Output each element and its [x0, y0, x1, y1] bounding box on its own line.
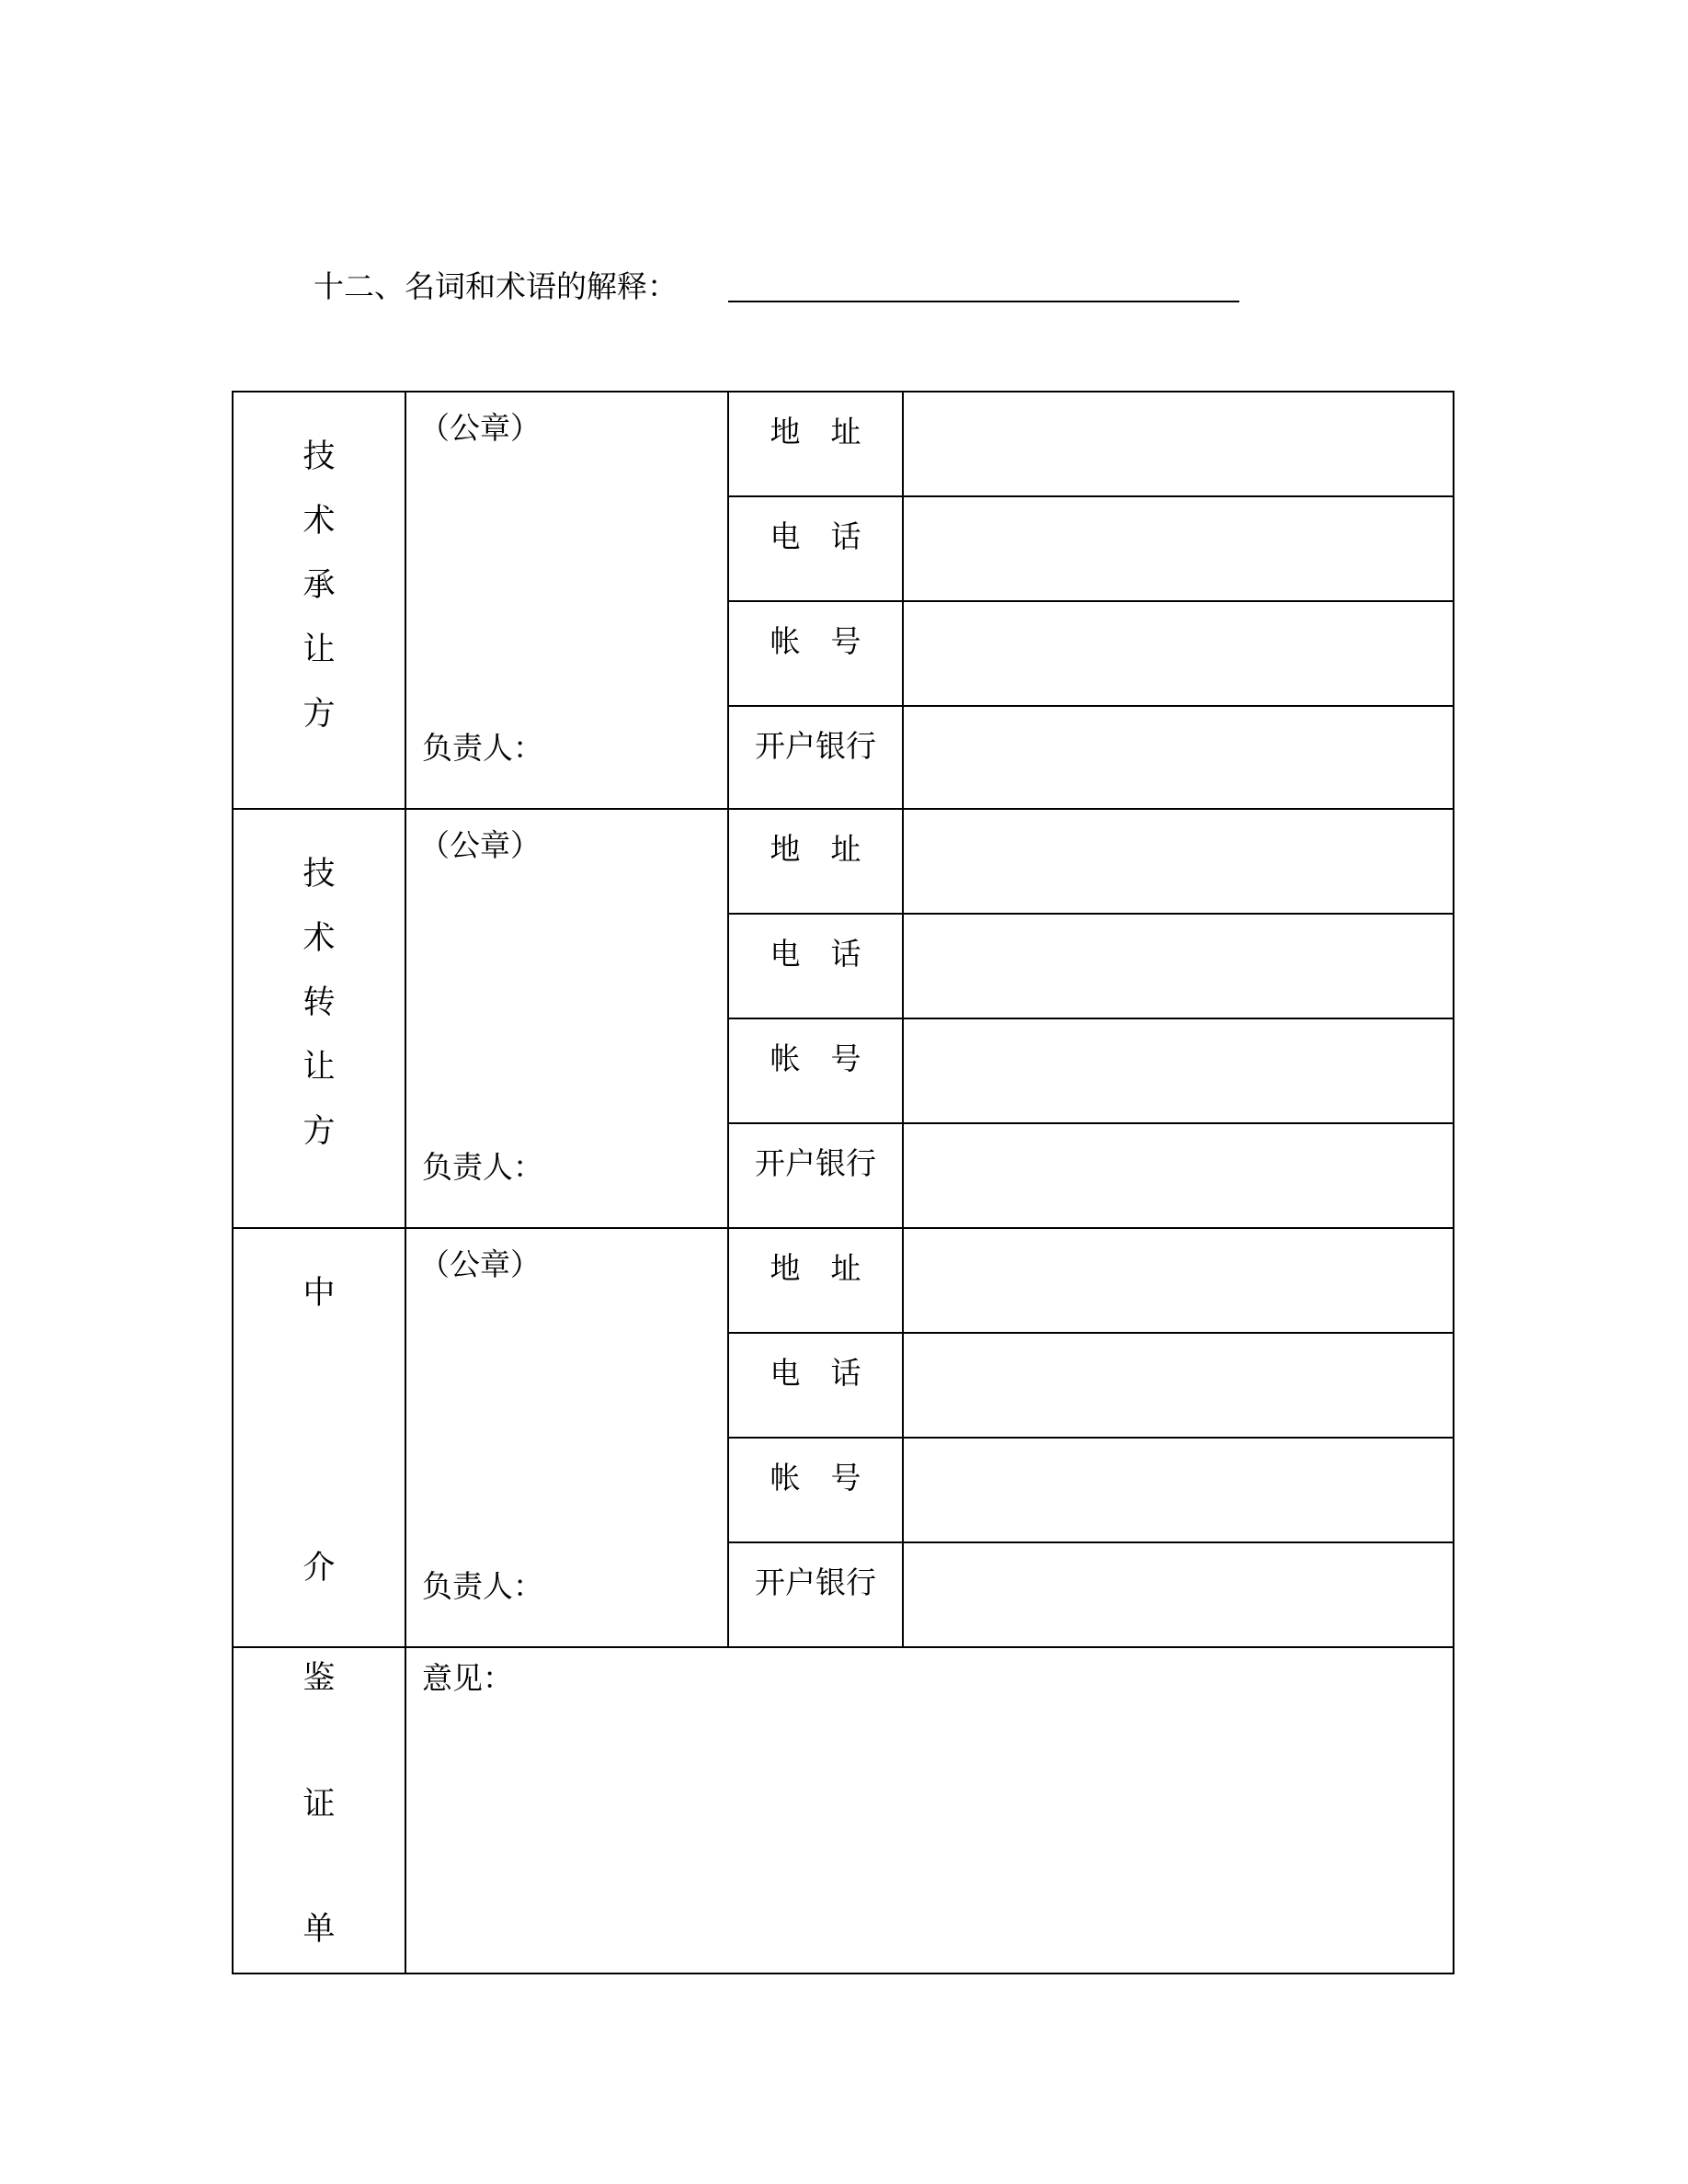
bank-field[interactable]: [902, 1122, 1454, 1229]
party-char: 鉴: [302, 1660, 336, 1697]
phone-field[interactable]: [902, 913, 1454, 1019]
phone-field[interactable]: [902, 1332, 1454, 1439]
account-field[interactable]: [902, 1437, 1454, 1543]
transferee-block: [232, 391, 1454, 810]
party-char: 介: [302, 1550, 336, 1587]
party-name-intermediary: [232, 1227, 406, 1648]
account-label: 帐 号: [727, 600, 904, 707]
phone-label: 电 话: [727, 495, 904, 602]
address-field[interactable]: [902, 1227, 1454, 1334]
signature-table: [232, 391, 1454, 1974]
seal-label: （公章）: [419, 1246, 541, 1282]
account-label: 帐 号: [727, 1437, 904, 1543]
party-char: 证: [302, 1785, 336, 1823]
address-label: 地 址: [727, 808, 904, 915]
seal-label: （公章）: [419, 410, 541, 446]
transferor-block: [232, 810, 1454, 1229]
party-char: 中: [302, 1275, 336, 1312]
bank-label: 开户银行: [727, 1541, 904, 1648]
party-char: 让: [302, 631, 336, 668]
party-char: 方: [302, 1113, 336, 1150]
responsible-person-label: 负责人：: [422, 1568, 543, 1604]
opinion-field[interactable]: [405, 1646, 1454, 1974]
address-field[interactable]: [902, 808, 1454, 915]
seal-area[interactable]: [405, 391, 729, 810]
party-char: 方: [302, 696, 336, 733]
phone-field[interactable]: [902, 495, 1454, 602]
party-char: 让: [302, 1049, 336, 1086]
party-name-certifier: [232, 1646, 406, 1974]
party-char: 术: [302, 503, 336, 540]
section-heading: 十二、名词和术语的解释：: [314, 268, 678, 304]
certification-block: [232, 1648, 1454, 1974]
responsible-person-label: 负责人：: [422, 730, 543, 766]
party-char: 技: [302, 856, 336, 893]
opinion-label: 意见：: [422, 1660, 513, 1696]
party-char: 转: [302, 984, 336, 1021]
address-field[interactable]: [902, 391, 1454, 497]
address-label: 地 址: [727, 391, 904, 497]
account-field[interactable]: [902, 600, 1454, 707]
seal-area[interactable]: [405, 1227, 729, 1648]
party-char: 术: [302, 920, 336, 957]
bank-label: 开户银行: [727, 1122, 904, 1229]
seal-label: （公章）: [419, 827, 541, 863]
bank-field[interactable]: [902, 705, 1454, 810]
responsible-person-label: 负责人：: [422, 1149, 543, 1185]
heading-blank-line[interactable]: [728, 301, 1239, 302]
party-name-transferee: [232, 391, 406, 810]
party-char: 单: [302, 1911, 336, 1948]
party-char: 技: [302, 438, 336, 475]
party-name-transferor: [232, 808, 406, 1229]
account-label: 帐 号: [727, 1018, 904, 1124]
account-field[interactable]: [902, 1018, 1454, 1124]
party-char: 承: [302, 567, 336, 604]
intermediary-block: [232, 1229, 1454, 1648]
bank-field[interactable]: [902, 1541, 1454, 1648]
bank-label: 开户银行: [727, 705, 904, 810]
phone-label: 电 话: [727, 913, 904, 1019]
address-label: 地 址: [727, 1227, 904, 1334]
phone-label: 电 话: [727, 1332, 904, 1439]
seal-area[interactable]: [405, 808, 729, 1229]
